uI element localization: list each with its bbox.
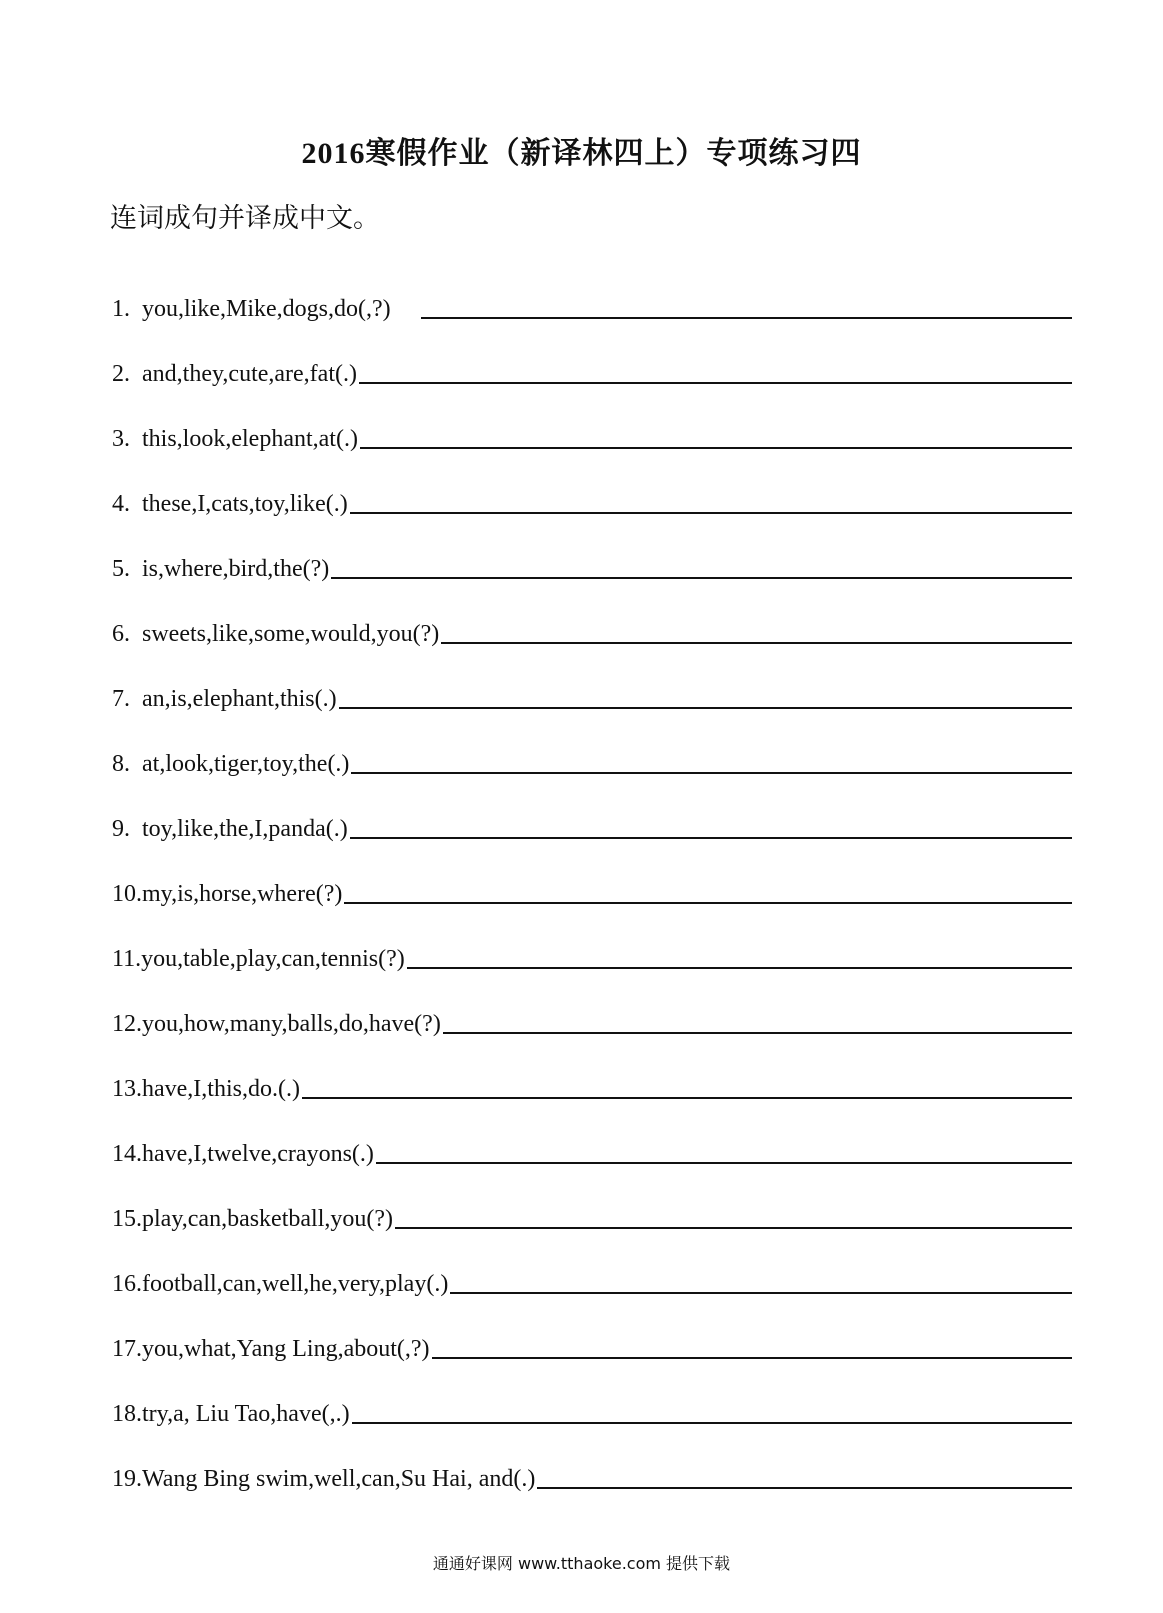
item-words: try,a, Liu Tao,have(,.) xyxy=(142,1401,350,1427)
item-number: 8. xyxy=(112,751,142,777)
exercise-item xyxy=(112,973,1072,1038)
item-words: is,where,bird,the(?) xyxy=(142,556,330,582)
item-number: 13. xyxy=(112,1076,142,1102)
answer-line xyxy=(407,943,1072,969)
exercise-item xyxy=(112,1233,1072,1298)
answer-line xyxy=(443,1008,1072,1034)
item-words: at,look,tiger,toy,the(.) xyxy=(142,751,350,777)
item-words: this,look,elephant,at(.) xyxy=(142,426,358,452)
item-number: 3. xyxy=(112,426,142,452)
item-words: my,is,horse,where(?) xyxy=(142,881,343,907)
exercise-item xyxy=(112,778,1072,843)
answer-line xyxy=(441,618,1072,644)
item-number: 5. xyxy=(112,556,142,582)
item-number: 11. xyxy=(112,946,142,972)
exercise-item xyxy=(112,323,1072,388)
item-words: have,I,this,do.(.) xyxy=(142,1076,300,1102)
exercise-item xyxy=(112,908,1072,973)
answer-line xyxy=(360,423,1072,449)
answer-line xyxy=(376,1138,1072,1164)
exercise-item xyxy=(112,843,1072,908)
item-number: 12. xyxy=(112,1011,142,1037)
exercise-item xyxy=(112,1363,1072,1428)
exercise-item xyxy=(112,453,1072,518)
exercise-item xyxy=(112,713,1072,778)
exercise-item xyxy=(112,518,1072,583)
item-words: you,table,play,can,tennis(?) xyxy=(141,946,405,972)
answer-line xyxy=(537,1463,1072,1489)
exercise-item xyxy=(112,583,1072,648)
exercise-item xyxy=(112,1168,1072,1233)
item-number: 6. xyxy=(112,621,142,647)
item-words: you,what,Yang Ling,about(,?) xyxy=(142,1336,430,1362)
item-number: 15. xyxy=(112,1206,142,1232)
answer-line xyxy=(344,878,1072,904)
item-number: 7. xyxy=(112,686,142,712)
exercise-item xyxy=(112,1103,1072,1168)
footer-credit: 通通好课网 www.tthaoke.com 提供下载 xyxy=(432,1554,731,1573)
exercise-item xyxy=(112,258,1072,323)
answer-line xyxy=(350,813,1072,839)
item-number: 9. xyxy=(112,816,142,842)
item-number: 19. xyxy=(112,1466,142,1492)
item-number: 10. xyxy=(112,881,142,907)
item-words: football,can,well,he,very,play(.) xyxy=(142,1271,449,1297)
answer-line xyxy=(359,358,1072,384)
item-number: 2. xyxy=(112,361,142,387)
item-number: 14. xyxy=(112,1141,142,1167)
item-number: 1. xyxy=(112,296,142,322)
item-words: toy,like,the,I,panda(.) xyxy=(142,816,348,842)
answer-line xyxy=(351,748,1072,774)
exercise-item xyxy=(112,1038,1072,1103)
answer-line xyxy=(302,1073,1072,1099)
item-words: these,I,cats,toy,like(.) xyxy=(142,491,348,517)
item-words: play,can,basketball,you(?) xyxy=(142,1206,394,1232)
item-number: 16. xyxy=(112,1271,142,1297)
answer-line xyxy=(339,683,1072,709)
item-words: you,like,Mike,dogs,do(,?) xyxy=(142,296,391,322)
exercise-item xyxy=(112,388,1072,453)
answer-line xyxy=(352,1398,1072,1424)
item-number: 18. xyxy=(112,1401,142,1427)
exercise-item xyxy=(112,1298,1072,1363)
answer-line xyxy=(395,1203,1072,1229)
answer-line xyxy=(421,293,1072,319)
item-words: Wang Bing swim,well,can,Su Hai, and(.) xyxy=(142,1466,536,1492)
item-words: sweets,like,some,would,you(?) xyxy=(142,621,440,647)
item-number: 4. xyxy=(112,491,142,517)
answer-line xyxy=(350,488,1072,514)
item-words: you,how,many,balls,do,have(?) xyxy=(142,1011,441,1037)
exercise-item xyxy=(112,1428,1072,1493)
item-words: and,they,cute,are,fat(.) xyxy=(142,361,357,387)
answer-line xyxy=(432,1333,1072,1359)
item-number: 17. xyxy=(112,1336,142,1362)
answer-line xyxy=(450,1268,1072,1294)
answer-line xyxy=(331,553,1072,579)
item-words: have,I,twelve,crayons(.) xyxy=(142,1141,374,1167)
exercise-item xyxy=(112,648,1072,713)
instruction-text: 连词成句并译成中文。 xyxy=(110,203,380,234)
exercise-list xyxy=(112,258,1072,1493)
page-title: 2016寒假作业（新译林四上）专项练习四 xyxy=(301,137,862,170)
item-words: an,is,elephant,this(.) xyxy=(142,686,337,712)
